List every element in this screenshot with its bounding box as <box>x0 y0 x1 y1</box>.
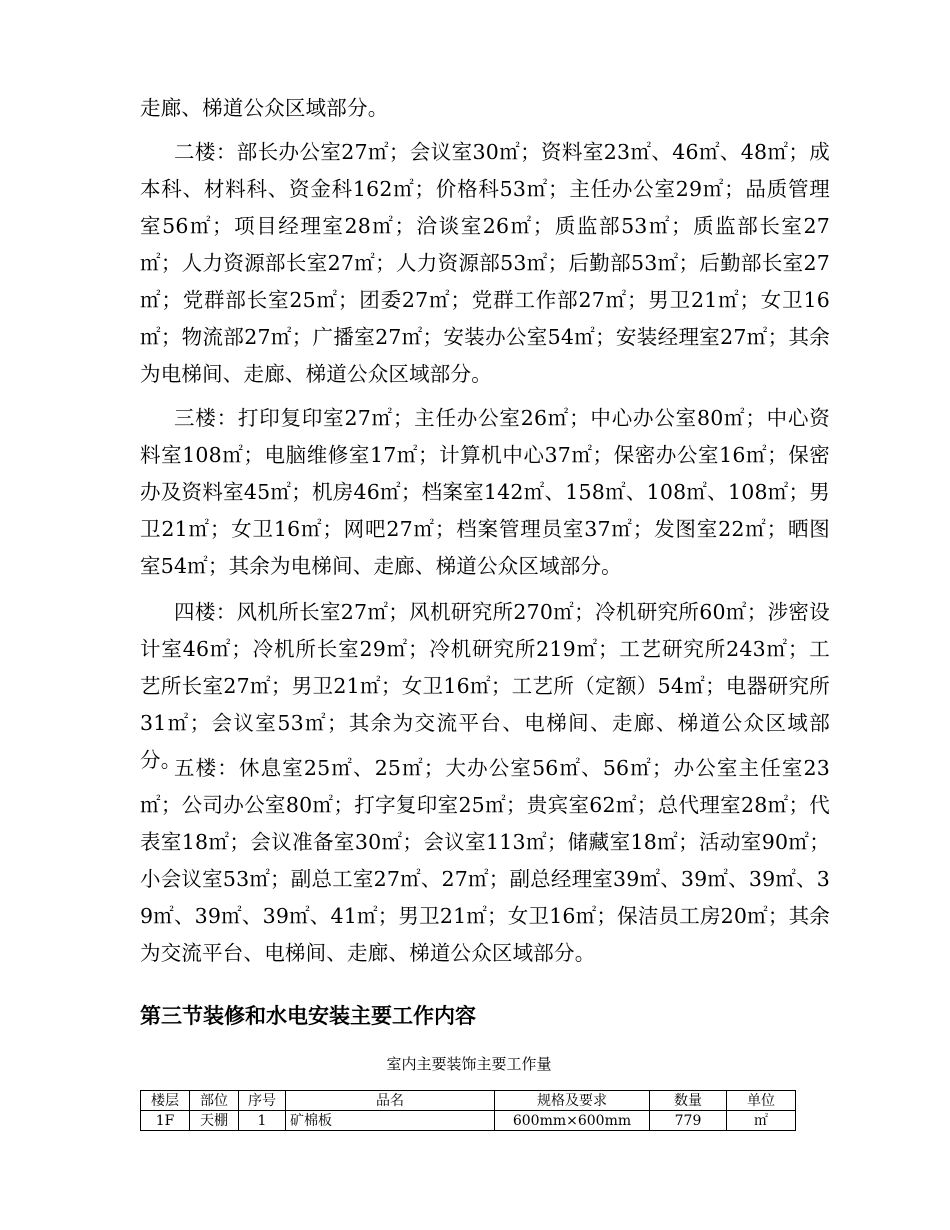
table-caption: 室内主要装饰主要工作量 <box>386 1055 552 1073</box>
header-item-name: 品名 <box>286 1091 495 1111</box>
header-location: 部位 <box>190 1091 239 1111</box>
header-spec: 规格及要求 <box>495 1091 650 1111</box>
section-heading: 第三节装修和水电安装主要工作内容 <box>140 1004 476 1028</box>
paragraph-floor-5: 五楼：休息室25㎡、25㎡；大办公室56㎡、56㎡；办公室主任室23㎡；公司办公室80㎡；打字复印室25㎡；贵宾室62㎡；总代理室28㎡；代表室18㎡；会议准备室30㎡；会议室113㎡；储藏室18㎡；活动室90㎡；小会议室53㎡；副总工室27㎡、27㎡；副总经理室39㎡、39㎡、39㎡、39㎡、39㎡、39㎡、41㎡；男卫21㎡；女卫16㎡；保洁员工房20㎡；其余为交流平台、电梯间、走廊、梯道公众区域部分。 <box>140 756 830 965</box>
cell-unit: ㎡ <box>727 1111 796 1131</box>
header-floor: 楼层 <box>141 1091 190 1111</box>
header-seq: 序号 <box>239 1091 286 1111</box>
cell-spec: 600mm×600mm <box>495 1111 650 1131</box>
header-quantity: 数量 <box>650 1091 727 1111</box>
cell-item-name: 矿棉板 <box>286 1111 495 1131</box>
paragraph-floor-4: 四楼：风机所长室27㎡；风机研究所270㎡；冷机研究所60㎡；涉密设计室46㎡；冷机所长室29㎡；冷机研究所219㎡；工艺研究所243㎡；工艺所长室27㎡；男卫21㎡；女卫16㎡；工艺所（定额）54㎡；电器研究所31㎡；会议室53㎡；其余为交流平台、电梯间、走廊、梯道公众区域部分。 <box>140 600 830 772</box>
cell-seq: 1 <box>239 1111 286 1131</box>
work-quantity-table <box>140 1090 796 1131</box>
paragraph-continuation: 走廊、梯道公众区域部分。 <box>140 96 389 120</box>
paragraph-floor-2: 二楼：部长办公室27㎡；会议室30㎡；资料室23㎡、46㎡、48㎡；成本科、材料科、资金科162㎡；价格科53㎡；主任办公室29㎡；品质管理室56㎡；项目经理室28㎡；洽谈室26㎡；质监部53㎡；质监部长室27㎡；人力资源部长室27㎡；人力资源部53㎡；后勤部53㎡；后勤部长室27㎡；党群部长室25㎡；团委27㎡；党群工作部27㎡；男卫21㎡；女卫16㎡；物流部27㎡；广播室27㎡；安装办公室54㎡；安装经理室27㎡；其余为电梯间、走廊、梯道公众区域部分。 <box>140 140 830 386</box>
cell-quantity: 779 <box>650 1111 727 1131</box>
paragraph-floor-3: 三楼：打印复印室27㎡；主任办公室26㎡；中心办公室80㎡；中心资料室108㎡；电脑维修室17㎡；计算机中心37㎡；保密办公室16㎡；保密办及资料室45㎡；机房46㎡；档案室142㎡、158㎡、108㎡、108㎡；男卫21㎡；女卫16㎡；网吧27㎡；档案管理员室37㎡；发图室22㎡；晒图室54㎡；其余为电梯间、走廊、梯道公众区域部分。 <box>140 406 830 578</box>
table-row <box>141 1111 796 1131</box>
cell-location: 天棚 <box>190 1111 239 1131</box>
cell-floor: 1F <box>141 1111 190 1131</box>
header-unit: 单位 <box>727 1091 796 1111</box>
table-header-row <box>141 1091 796 1111</box>
